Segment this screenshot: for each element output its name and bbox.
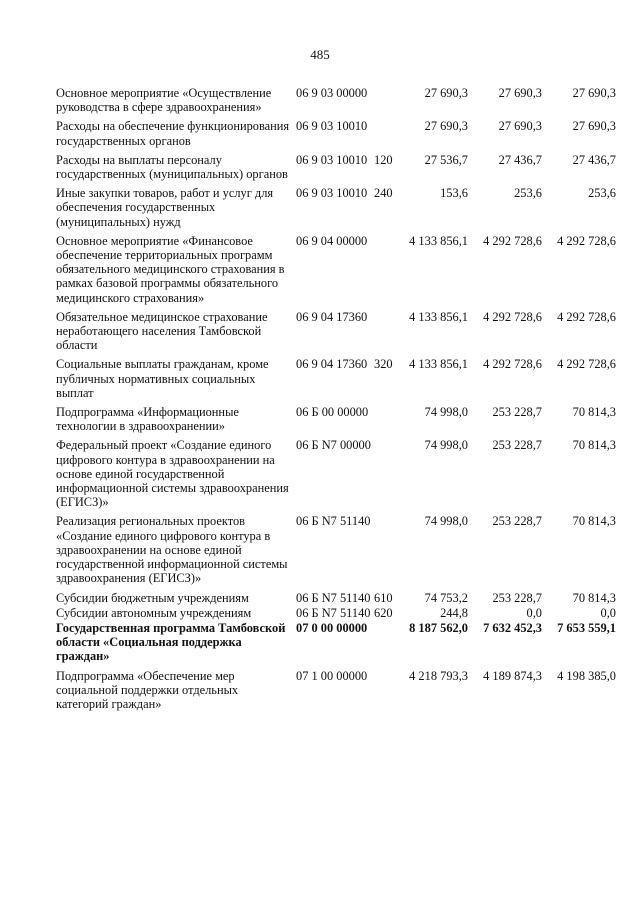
- table-row: [56, 153, 618, 181]
- table-row: [56, 357, 618, 400]
- row-kvr: 320: [374, 357, 393, 372]
- row-value-year2: 0,0: [526, 605, 542, 620]
- row-name: Основное мероприятие «Финансовое обеспечение территориальных программ обязательного медицинского страхования в рамках базовой программы обязательного медицинского страхования»: [56, 233, 285, 305]
- row-value-year2: 4 292 728,6: [483, 357, 542, 372]
- row-value-year3: 70 814,3: [572, 405, 616, 420]
- row-kvr: 120: [374, 152, 393, 167]
- row-value-year3: 27 690,3: [572, 119, 616, 134]
- table-row: [56, 591, 618, 605]
- row-value-year3: 70 814,3: [572, 514, 616, 529]
- row-value-year1: 4 133 856,1: [409, 309, 468, 324]
- row-name: Социальные выплаты гражданам, кроме публичных нормативных социальных выплат: [56, 357, 269, 400]
- table-row: [56, 119, 618, 147]
- row-name: Подпрограмма «Обеспечение мер социальной поддержки отдельных категорий граждан»: [56, 668, 239, 711]
- row-code: 06 9 04 17360: [296, 309, 368, 324]
- row-value-year2: 27 690,3: [498, 86, 542, 100]
- table-row: [56, 606, 618, 620]
- row-value-year2: 7 632 452,3: [483, 620, 542, 635]
- row-value-year1: 74 753,2: [424, 590, 468, 605]
- row-value-year1: 4 218 793,3: [409, 668, 468, 683]
- row-value-year3: 70 814,3: [572, 438, 616, 453]
- table-row: [56, 514, 618, 585]
- row-value-year1: 4 133 856,1: [409, 357, 468, 372]
- row-value-year3: 27 436,7: [572, 152, 616, 167]
- table-row: [56, 438, 618, 509]
- table-row: [56, 405, 618, 433]
- row-value-year1: 74 998,0: [424, 438, 468, 453]
- row-name: Реализация региональных проектов «Создание единого цифрового контура в здравоохранении на основе единой государственной информационной системы здравоохранения (ЕГИСЗ)»: [56, 514, 288, 586]
- row-name: Федеральный проект «Создание единого цифрового контура в здравоохранении на основе единой государственной информационной системы здравоохранения (ЕГИСЗ)»: [56, 438, 289, 510]
- row-value-year1: 27 690,3: [424, 119, 468, 134]
- row-code: 07 1 00 00000: [296, 668, 368, 683]
- table-row: [56, 186, 618, 229]
- row-value-year2: 253 228,7: [492, 438, 542, 453]
- row-value-year3: 0,0: [600, 605, 616, 620]
- row-code: 06 Б N7 00000: [296, 438, 371, 453]
- row-code: 06 9 04 00000: [296, 233, 368, 248]
- table-row: [56, 86, 618, 114]
- table-row: [56, 234, 618, 305]
- row-value-year2: 27 690,3: [498, 119, 542, 134]
- row-value-year3: 27 690,3: [572, 86, 616, 100]
- row-name: Государственная программа Тамбовской области «Социальная поддержка граждан»: [56, 620, 286, 664]
- row-code: 06 9 03 10010: [296, 152, 368, 167]
- row-value-year1: 27 690,3: [424, 86, 468, 100]
- table-row: [56, 310, 618, 353]
- row-value-year3: 4 292 728,6: [557, 233, 616, 248]
- row-code: 07 0 00 00000: [296, 620, 368, 635]
- row-code: 06 9 04 17360: [296, 357, 368, 372]
- budget-table: [56, 86, 618, 716]
- row-kvr: 620: [374, 605, 393, 620]
- table-row: [56, 669, 618, 712]
- row-value-year2: 253 228,7: [492, 590, 542, 605]
- row-name: Иные закупки товаров, работ и услуг для обеспечения государственных (муниципальных) нужд: [56, 186, 274, 229]
- row-value-year2: 4 292 728,6: [483, 309, 542, 324]
- row-value-year1: 8 187 562,0: [409, 620, 468, 635]
- row-value-year3: 4 198 385,0: [557, 668, 616, 683]
- row-code: 06 Б N7 51140: [296, 605, 371, 620]
- row-name: Субсидии бюджетным учреждениям: [56, 590, 249, 605]
- row-value-year2: 253,6: [514, 186, 542, 201]
- row-kvr: 240: [374, 186, 393, 201]
- row-value-year1: 153,6: [440, 186, 468, 201]
- row-value-year3: 253,6: [588, 186, 616, 201]
- row-code: 06 9 03 10010: [296, 119, 368, 134]
- row-value-year1: 4 133 856,1: [409, 233, 468, 248]
- row-name: Обязательное медицинское страхование неработающего населения Тамбовской области: [56, 309, 268, 353]
- row-code: 06 9 03 10010: [296, 186, 368, 201]
- row-name: Подпрограмма «Информационные технологии в здравоохранении»: [56, 405, 239, 434]
- row-kvr: 610: [374, 590, 393, 605]
- row-name: Расходы на выплаты персоналу государственных (муниципальных) органов: [56, 152, 288, 182]
- row-value-year2: 4 189 874,3: [483, 668, 542, 683]
- row-value-year2: 4 292 728,6: [483, 233, 542, 248]
- row-value-year2: 253 228,7: [492, 405, 542, 420]
- row-value-year3: 70 814,3: [572, 590, 616, 605]
- row-value-year1: 27 536,7: [424, 152, 468, 167]
- row-name: Основное мероприятие «Осуществление руководства в сфере здравоохранения»: [56, 86, 272, 115]
- row-value-year1: 74 998,0: [424, 405, 468, 420]
- row-name: Субсидии автономным учреждениям: [56, 605, 252, 620]
- row-code: 06 Б 00 00000: [296, 405, 369, 420]
- page-number: 485: [310, 47, 330, 62]
- row-value-year3: 4 292 728,6: [557, 357, 616, 372]
- row-value-year3: 7 653 559,1: [557, 620, 616, 635]
- row-value-year3: 4 292 728,6: [557, 309, 616, 324]
- row-name: Расходы на обеспечение функционирования государственных органов: [56, 119, 290, 148]
- row-code: 06 Б N7 51140: [296, 514, 371, 529]
- row-value-year2: 27 436,7: [498, 152, 542, 167]
- row-value-year1: 74 998,0: [424, 514, 468, 529]
- row-code: 06 Б N7 51140: [296, 590, 371, 605]
- row-value-year1: 244,8: [440, 605, 468, 620]
- row-code: 06 9 03 00000: [296, 86, 368, 100]
- table-row: [56, 621, 618, 664]
- row-value-year2: 253 228,7: [492, 514, 542, 529]
